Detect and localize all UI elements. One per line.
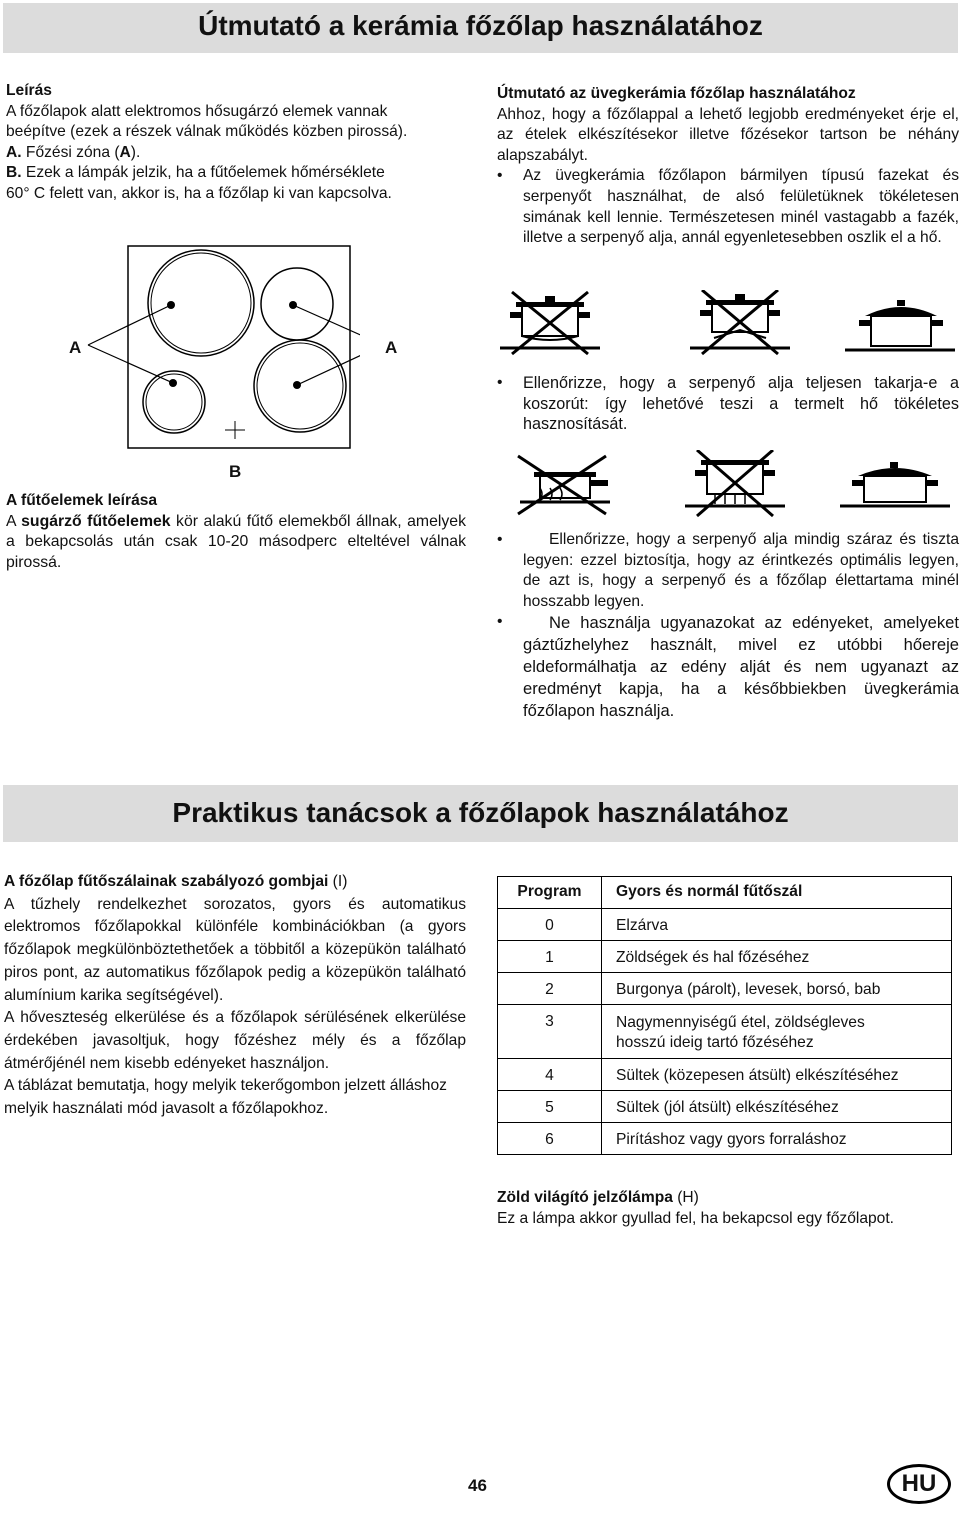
guide-bullet-text: Az üvegkerámia főzőlapon bármilyen típusú fazekat és serpenyőt használhat, de alsó felületüknek tökéletesen simának kell lennie. Természetesen minél vastagabb a fazék, illetve a serpenyő alja, annál egyenletesebben oszlik el a hő. xyxy=(523,167,959,247)
table-cell-desc: Sültek (jól átsült) elkészítéséhez xyxy=(602,1091,952,1123)
heating-elements-heading: A fűtőelemek leírása xyxy=(6,492,158,509)
page-number: 46 xyxy=(468,1476,487,1495)
pot-crossed-icon-1 xyxy=(500,292,600,354)
hob-diagram xyxy=(60,235,360,485)
bullet-icon: • xyxy=(497,613,503,631)
table-cell-desc: Zöldségek és hal főzéséhez xyxy=(602,941,952,973)
bullet-icon: • xyxy=(497,531,503,548)
zone-a-text: Főzési zóna ( xyxy=(21,143,120,161)
table-cell-desc xyxy=(602,1005,952,1059)
table-cell-program: 0 xyxy=(498,909,602,941)
table-cell-desc: Pirításhoz vagy gyors forraláshoz xyxy=(602,1123,952,1155)
cooking-zone-large-left xyxy=(148,250,254,356)
cooking-zone-large-left-inner xyxy=(151,253,251,353)
table-cell-desc: Burgonya (párolt), levesek, borsó, bab xyxy=(602,973,952,1005)
guide-bullet-2 xyxy=(497,373,959,435)
lamp-b-line2: 60° C felett van, akkor is, ha a főzőlap ki van kapcsolva. xyxy=(6,184,392,202)
knob-paragraph: A táblázat bemutatja, hogy melyik tekerőgombon jelzett álláshoz melyik használati mód javasolt a főzőlapokhoz. xyxy=(4,1077,447,1118)
lamp-b-label: B. xyxy=(6,164,22,182)
zone-a-line xyxy=(6,143,476,164)
lamp-heading-line xyxy=(497,1188,959,1209)
lamp-heading-suffix: (H) xyxy=(672,1189,699,1206)
guide-heading: Útmutató az üvegkerámia főzőlap használatához xyxy=(497,85,856,102)
guide-bullet-text: Ellenőrizze, hogy a serpenyő alja teljesen takarja-e a koszorút: így lehetővé teszi a termelt hő tökéletes hasznosítását. xyxy=(523,374,959,434)
table-cell-desc: Sültek (közepesen átsült) elkészítéséhez xyxy=(602,1059,952,1091)
zone-a-end: ). xyxy=(130,143,141,161)
guide-bullet xyxy=(497,166,959,248)
pot-illustrations-row2 xyxy=(510,450,950,520)
table-cell-program: 3 xyxy=(498,1005,602,1059)
page-header-bar xyxy=(3,3,958,53)
page-title: Útmutató a kerámia főzőlap használatához xyxy=(198,10,763,41)
language-badge: HU xyxy=(887,1464,951,1504)
guide-section xyxy=(497,84,959,249)
description-heading: Leírás xyxy=(6,82,52,99)
heating-elements-rest: kör alakú fűtő elemekből állnak, amelyek a bekapcsolás után csak 10-20 másodperc elteltével válnak pirossá. xyxy=(6,512,466,571)
indicator-lamp-b xyxy=(225,421,245,439)
knob-paragraph: A hőveszteség elkerülése és a főzőlapok sérülésének elkerülése érdekében javasoltjuk, hogy főzéshez mély és a főzőlap átmérőjénél nem kisebb edényeket használjon. xyxy=(4,1009,466,1072)
table-row xyxy=(498,909,952,941)
knob-heading-line xyxy=(4,871,466,894)
guide-bullets-3-4 xyxy=(497,530,959,722)
hob-outline xyxy=(128,246,350,448)
diagram-label-a-left: A xyxy=(69,338,82,357)
guide-bullet xyxy=(497,612,959,722)
heating-elements-bold: sugárző fűtőelemek xyxy=(21,512,171,530)
guide-bullet-text: Ne használja ugyanazokat az edényeket, amelyeket gáztűzhelyhez használt, mivel ez utóbbi hőereje eldeformálhatja az edény alját és nem ugyanazt az eredményt kapja, ha a későbbiekben üvegkerámia főzőlapon használja. xyxy=(523,613,959,721)
table-cell-program: 6 xyxy=(498,1123,602,1155)
table-row xyxy=(498,1005,952,1059)
knob-heading-suffix: (I) xyxy=(328,873,348,890)
knob-section xyxy=(4,871,466,1121)
lamp-b-line xyxy=(6,163,476,184)
heating-elements-pre: A xyxy=(6,512,22,530)
diagram-label-a-right: A xyxy=(385,338,398,357)
bullet-icon: • xyxy=(497,167,503,185)
table-row xyxy=(498,973,952,1005)
table-cell-desc-line: Nagymennyiségű étel, zöldségleves xyxy=(616,1014,865,1031)
guide-bullet xyxy=(497,530,959,612)
pot-wet-crossed-icon xyxy=(685,450,785,516)
table-cell-program: 5 xyxy=(498,1091,602,1123)
tips-header-bar xyxy=(3,785,958,842)
knob-paragraph: A tűzhely rendelkezhet sorozatos, gyors és automatikus elektromos főzőlapokkal különféle kombinációkban (a gyors főzőlapok megkülönböztethetőek a többitől a közepükön található piros pont, az automatikus főzőlapok pedig a közepükön található alumínium karika segítségével). xyxy=(4,895,466,1004)
table-row xyxy=(498,1123,952,1155)
lamp-b-text: Ezek a lámpák jelzik, ha a fűtőelemek hőmérséklete xyxy=(21,164,385,182)
program-table xyxy=(497,876,952,1155)
table-cell-desc-line: hosszú ideig tartó főzéséhez xyxy=(616,1034,814,1051)
heating-elements-text xyxy=(6,512,466,574)
tips-title: Praktikus tanácsok a főzőlapok használatához xyxy=(172,797,789,828)
description-section xyxy=(6,81,476,205)
knob-heading: A főzőlap fűtőszálainak szabályozó gombjai xyxy=(4,873,329,890)
lamp-section xyxy=(497,1188,959,1229)
table-cell-program: 2 xyxy=(498,973,602,1005)
pot-small-crossed-icon xyxy=(518,456,610,514)
guide-bullet xyxy=(497,373,959,435)
table-cell-program: 4 xyxy=(498,1059,602,1091)
table-header-row xyxy=(498,877,952,909)
guide-intro: Ahhoz, hogy a főzőlappal a lehető legjobb eredményeket érje el, az ételek elkészítésekor illetve főzésekor tartson be néhány alapszabályt. xyxy=(497,105,959,164)
cooking-zone-right xyxy=(261,268,333,340)
zone-a-label: A. xyxy=(6,143,22,161)
description-line: beépítve (ezek a részek válnak működés közben pirossá). xyxy=(6,123,408,141)
pot-correct-icon xyxy=(845,300,955,350)
lamp-text: Ez a lámpa akkor gyullad fel, ha bekapcsol egy főzőlapot. xyxy=(497,1209,895,1227)
description-line: A főzőlapok alatt elektromos hősugárzó elemek vannak xyxy=(6,102,388,120)
table-header-program: Program xyxy=(498,877,602,909)
table-cell-program: 1 xyxy=(498,941,602,973)
pot-correct-icon xyxy=(840,462,950,506)
diagram-label-b: B xyxy=(229,462,242,481)
lamp-heading: Zöld világító jelzőlámpa xyxy=(497,1189,673,1206)
table-row xyxy=(498,941,952,973)
heating-elements-section xyxy=(6,491,466,573)
pot-crossed-icon-2 xyxy=(690,290,790,354)
table-row xyxy=(498,1091,952,1123)
bullet-icon: • xyxy=(497,374,503,391)
table-row xyxy=(498,1059,952,1091)
pot-illustrations-row1 xyxy=(500,290,960,360)
guide-bullet-text: Ellenőrizze, hogy a serpenyő alja mindig száraz és tiszta legyen: ezzel biztosítja, hogy az érintkezés optimális legyen, de azt is, hogy a serpenyő és a főzőlap élettartama minél hosszabb legyen. xyxy=(523,531,959,610)
zone-a-letter: A xyxy=(119,143,131,161)
table-header-desc: Gyors és normál fűtőszál xyxy=(602,877,952,909)
table-cell-desc: Elzárva xyxy=(602,909,952,941)
